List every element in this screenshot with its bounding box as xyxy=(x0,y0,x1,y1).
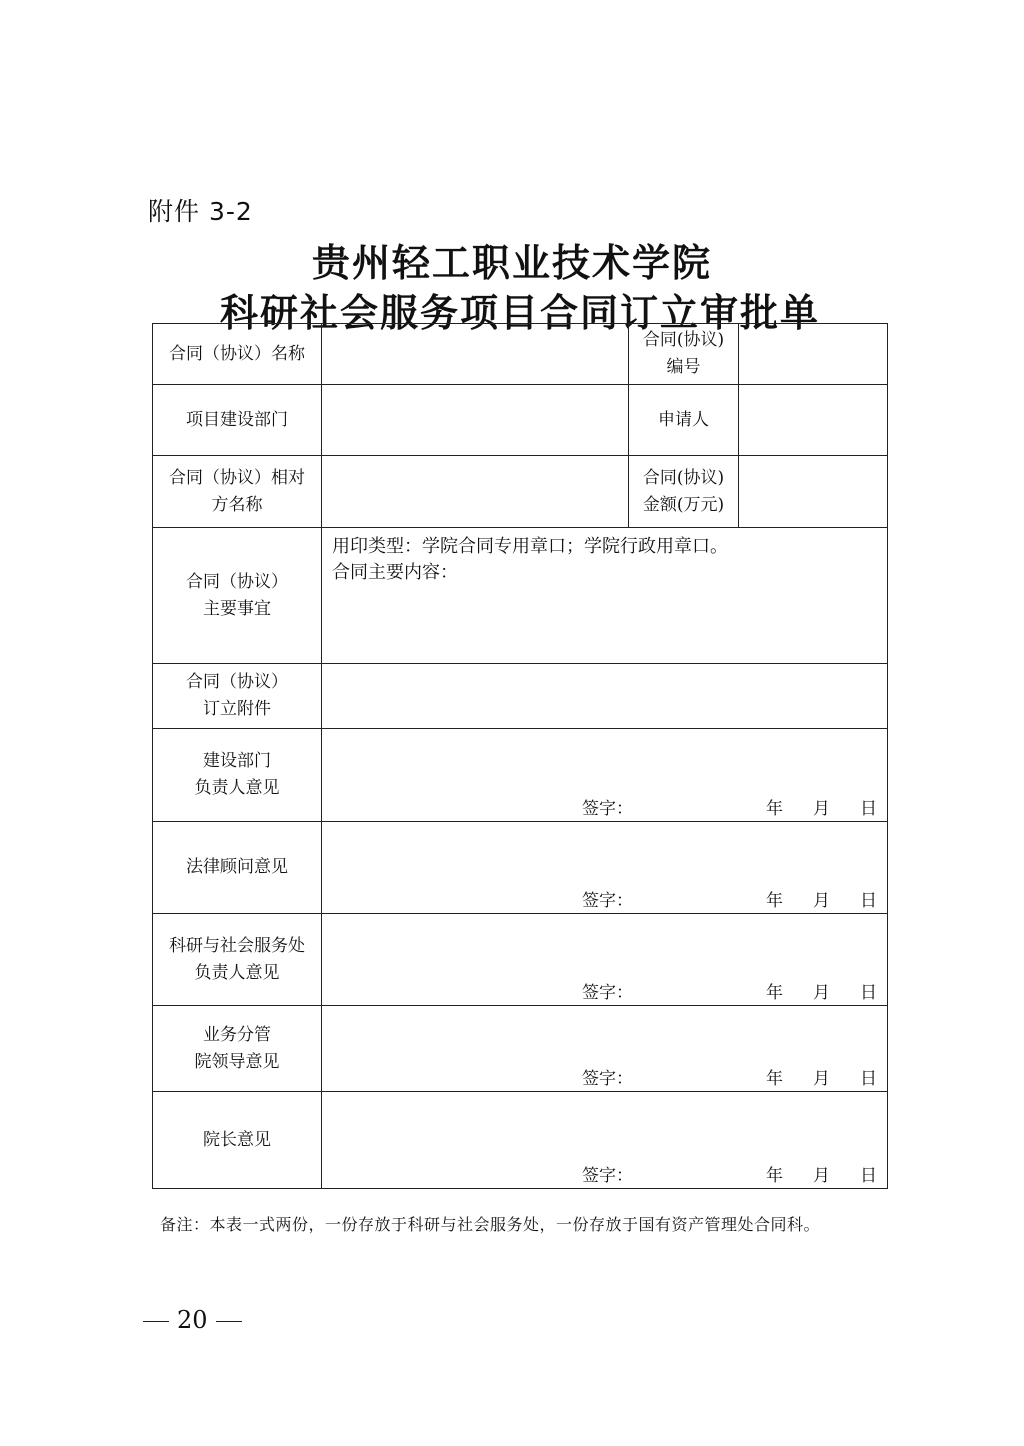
opinion-row xyxy=(153,822,888,914)
opinion-label: 法律顾问意见 xyxy=(153,822,322,914)
applicant-label: 申请人 xyxy=(629,385,739,456)
dept-label: 项目建设部门 xyxy=(153,385,322,456)
amount-label: 合同(协议) 金额(万元) xyxy=(629,456,739,528)
date-labels: 年 月 日 xyxy=(766,799,877,819)
contract-no-field[interactable] xyxy=(739,324,888,385)
opinion-row xyxy=(153,914,888,1006)
opinion-field[interactable] xyxy=(322,1006,888,1092)
opinion-label: 建设部门 负责人意见 xyxy=(153,729,322,822)
approval-form-table xyxy=(152,323,888,1189)
counterparty-label: 合同（协议）相对 方名称 xyxy=(153,456,322,528)
contract-no-label: 合同(协议) 编号 xyxy=(629,324,739,385)
attachments-label: 合同（协议） 订立附件 xyxy=(153,664,322,729)
main-matters-field[interactable] xyxy=(322,528,888,664)
opinion-label: 院长意见 xyxy=(153,1092,322,1189)
page-number xyxy=(143,1306,242,1334)
opinion-row xyxy=(153,729,888,822)
table-row xyxy=(153,664,888,729)
opinion-field[interactable] xyxy=(322,914,888,1006)
sign-label: 签字： xyxy=(582,1166,633,1186)
contract-name-label: 合同（协议）名称 xyxy=(153,324,322,385)
sign-label: 签字： xyxy=(582,983,633,1003)
opinion-field[interactable] xyxy=(322,1092,888,1189)
amount-field[interactable] xyxy=(739,456,888,528)
opinion-row xyxy=(153,1092,888,1189)
opinion-label: 业务分管 院领导意见 xyxy=(153,1006,322,1092)
opinion-label: 科研与社会服务处 负责人意见 xyxy=(153,914,322,1006)
attachments-field[interactable] xyxy=(322,664,888,729)
opinion-field[interactable] xyxy=(322,729,888,822)
dash-right xyxy=(216,1321,242,1322)
sign-label: 签字： xyxy=(582,799,633,819)
opinion-field[interactable] xyxy=(322,822,888,914)
page-title-line1: 贵州轻工职业技术学院 xyxy=(311,240,712,285)
main-content-text: 合同主要内容： xyxy=(332,562,458,583)
dept-field[interactable] xyxy=(322,385,629,456)
counterparty-field[interactable] xyxy=(322,456,629,528)
date-labels: 年 月 日 xyxy=(766,891,877,911)
page-number-text: 20 xyxy=(177,1306,208,1334)
footnote: 备注：本表一式两份，一份存放于科研与社会服务处，一份存放于国有资产管理处合同科。 xyxy=(160,1215,821,1234)
date-labels: 年 月 日 xyxy=(766,1069,877,1089)
sign-label: 签字： xyxy=(582,891,633,911)
table-row xyxy=(153,385,888,456)
date-labels: 年 月 日 xyxy=(766,1166,877,1186)
opinion-row xyxy=(153,1006,888,1092)
attachment-label: 附件 3-2 xyxy=(148,197,253,226)
applicant-field[interactable] xyxy=(739,385,888,456)
seal-type-text: 用印类型：学院合同专用章口；学院行政用章口。 xyxy=(332,536,728,557)
table-row xyxy=(153,456,888,528)
page-title-line2: 科研社会服务项目合同订立审批单 xyxy=(219,290,820,335)
table-row xyxy=(153,324,888,385)
dash-left xyxy=(143,1321,169,1322)
sign-label: 签字： xyxy=(582,1069,633,1089)
main-matters-label: 合同（协议） 主要事宜 xyxy=(153,528,322,664)
date-labels: 年 月 日 xyxy=(766,983,877,1003)
contract-name-field[interactable] xyxy=(322,324,629,385)
table-row xyxy=(153,528,888,664)
